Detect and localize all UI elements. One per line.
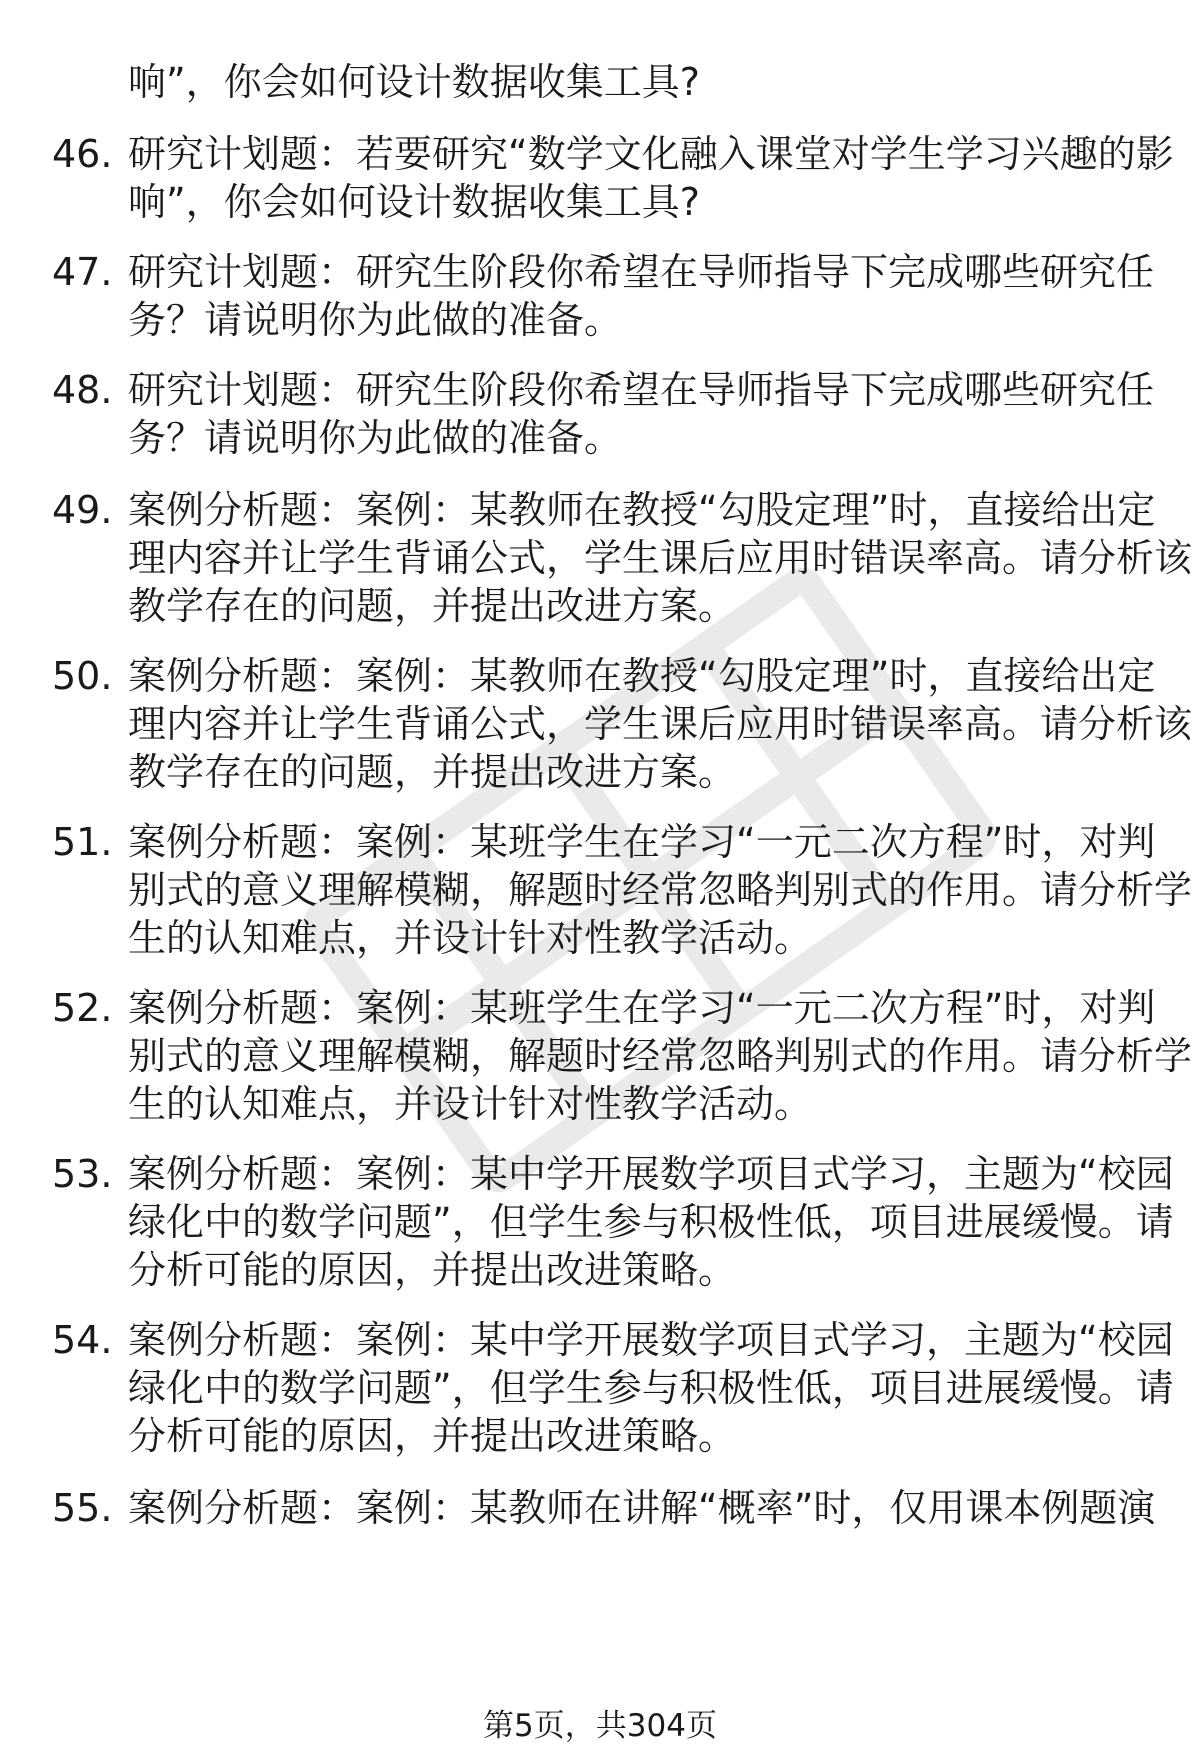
item-text-line: 分析可能的原因，并提出改进策略。	[128, 1248, 737, 1292]
item-text-line: 案例分析题：案例：某班学生在学习“一元二次方程”时，对判	[128, 820, 1156, 864]
item-number: 54.	[52, 1318, 113, 1362]
item-text-line: 生的认知难点，并设计针对性教学活动。	[128, 1082, 813, 1126]
item-number: 52.	[52, 986, 113, 1030]
item-number: 49.	[52, 488, 113, 532]
item-text-line: 案例分析题：案例：某中学开展数学项目式学习，主题为“校园	[128, 1152, 1174, 1196]
item-text-line: 研究计划题：研究生阶段你希望在导师指导下完成哪些研究任	[128, 368, 1155, 412]
item-text-line: 理内容并让学生背诵公式，学生课后应用时错误率高。请分析该	[128, 536, 1193, 580]
item-text-line: 务？请说明你为此做的准备。	[128, 298, 623, 342]
item-text-line: 别式的意义理解模糊，解题时经常忽略判别式的作用。请分析学	[128, 868, 1193, 912]
item-text-line: 响”，你会如何设计数据收集工具?	[128, 180, 700, 224]
item-text-line: 案例分析题：案例：某班学生在学习“一元二次方程”时，对判	[128, 986, 1156, 1030]
page-number-footer: 第5页，共304页	[483, 1708, 717, 1744]
item-text-line: 案例分析题：案例：某中学开展数学项目式学习，主题为“校园	[128, 1318, 1174, 1362]
item-text-line: 研究计划题：研究生阶段你希望在导师指导下完成哪些研究任	[128, 250, 1155, 294]
item-number: 48.	[52, 368, 113, 412]
carryover-line: 响”，你会如何设计数据收集工具?	[128, 60, 700, 104]
item-text-line: 教学存在的问题，并提出改进方案。	[128, 584, 737, 628]
item-text-line: 别式的意义理解模糊，解题时经常忽略判别式的作用。请分析学	[128, 1034, 1193, 1078]
item-text-line: 案例分析题：案例：某教师在教授“勾股定理”时，直接给出定	[128, 654, 1156, 698]
item-text-line: 案例分析题：案例：某教师在教授“勾股定理”时，直接给出定	[128, 488, 1156, 532]
item-text-line: 务？请说明你为此做的准备。	[128, 416, 623, 460]
item-number: 47.	[52, 250, 113, 294]
item-text-line: 生的认知难点，并设计针对性教学活动。	[128, 916, 813, 960]
item-text-line: 绿化中的数学问题”，但学生参与积极性低，项目进展缓慢。请	[128, 1366, 1174, 1410]
item-number: 53.	[52, 1152, 113, 1196]
item-number: 51.	[52, 820, 113, 864]
item-text-line: 分析可能的原因，并提出改进策略。	[128, 1414, 737, 1458]
item-text-line: 案例分析题：案例：某教师在讲解“概率”时，仅用课本例题演	[128, 1486, 1156, 1530]
item-number: 46.	[52, 132, 113, 176]
item-number: 50.	[52, 654, 113, 698]
item-text-line: 教学存在的问题，并提出改进方案。	[128, 750, 737, 794]
item-number: 55.	[52, 1486, 113, 1530]
item-text-line: 绿化中的数学问题”，但学生参与积极性低，项目进展缓慢。请	[128, 1200, 1174, 1244]
item-text-line: 研究计划题：若要研究“数学文化融入课堂对学生学习兴趣的影	[128, 132, 1174, 176]
item-text-line: 理内容并让学生背诵公式，学生课后应用时错误率高。请分析该	[128, 702, 1193, 746]
